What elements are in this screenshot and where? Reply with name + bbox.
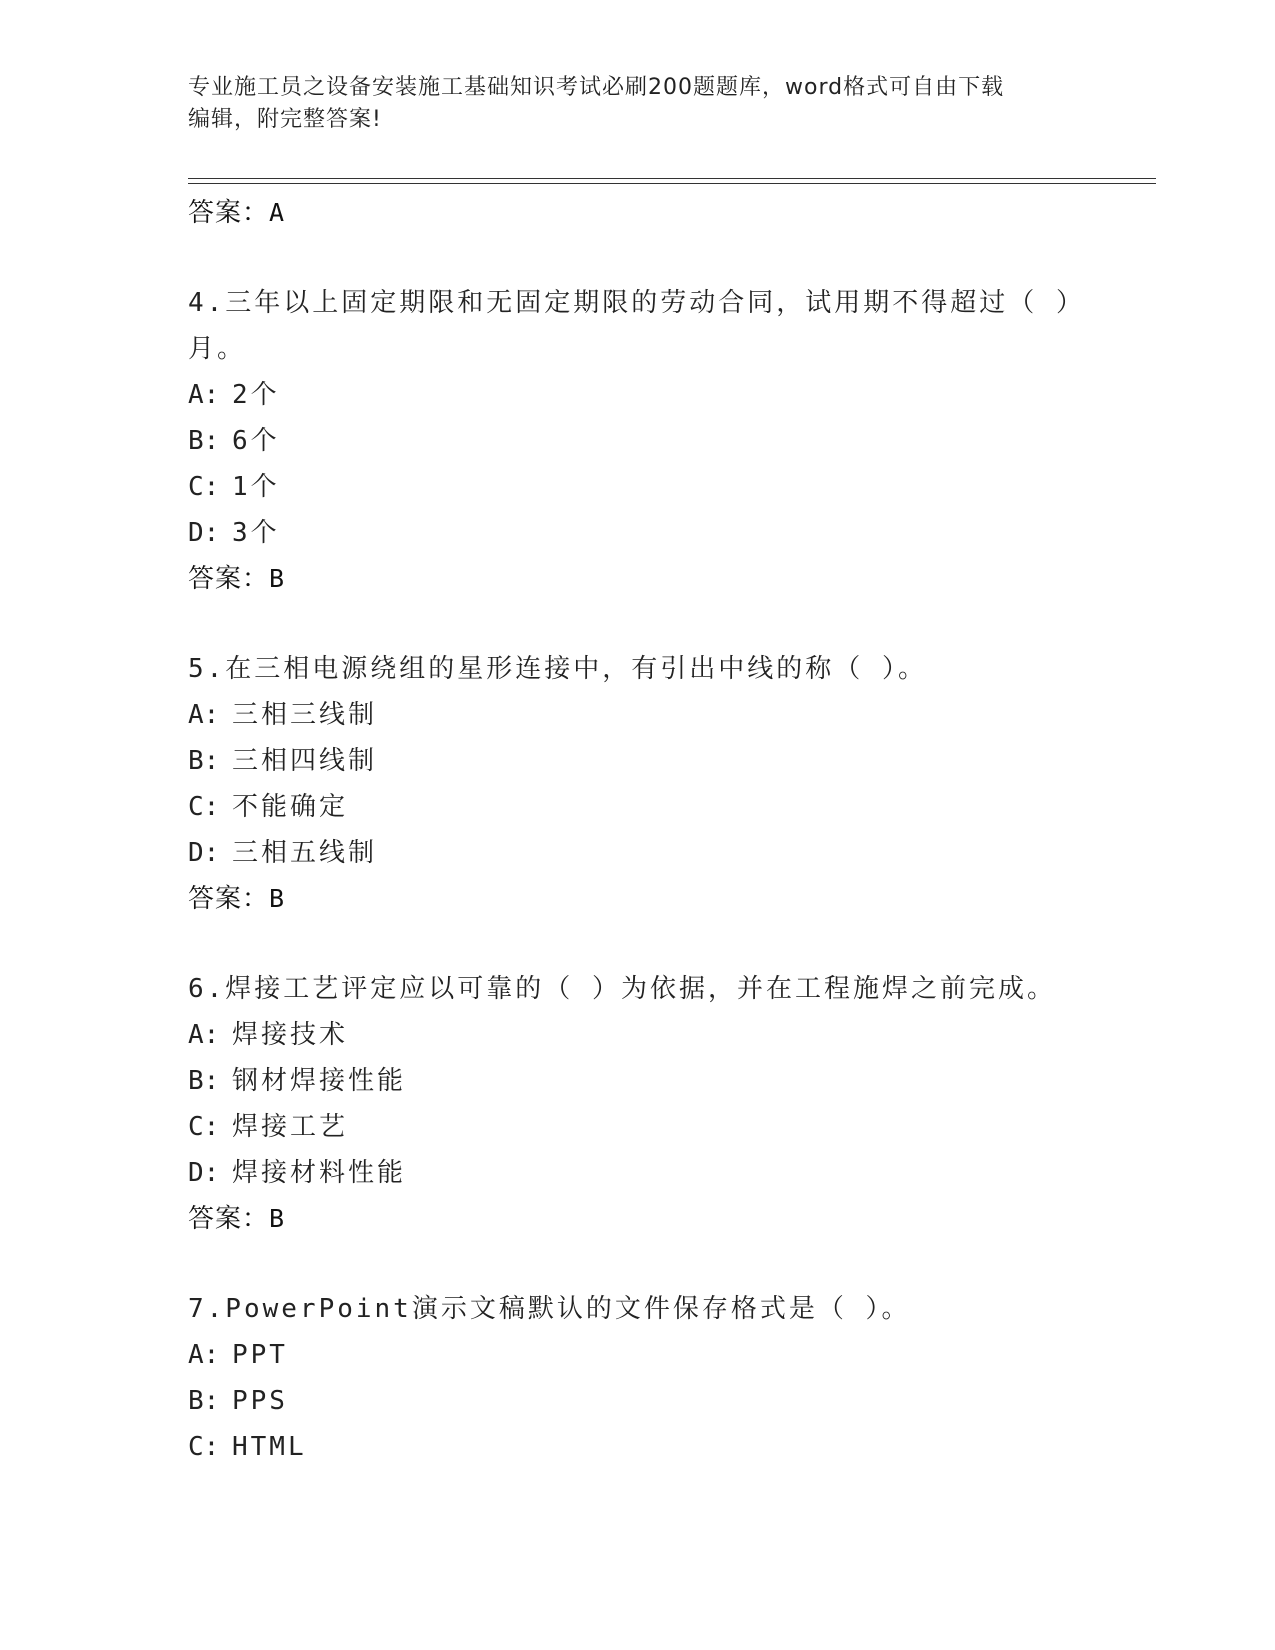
question-block bbox=[188, 646, 1156, 922]
option-b bbox=[188, 418, 1156, 464]
option-letter: B: bbox=[188, 426, 220, 456]
answer-value: B bbox=[269, 564, 285, 593]
option-a bbox=[188, 372, 1156, 418]
answer-line bbox=[188, 876, 1156, 922]
question-text-line: 6.焊接工艺评定应以可靠的（ ）为依据，并在工程施焊之前完成。 bbox=[188, 974, 1056, 1004]
answer-line bbox=[188, 190, 1156, 236]
option-d bbox=[188, 830, 1156, 876]
answer-line bbox=[188, 556, 1156, 602]
question-list bbox=[188, 190, 1156, 1470]
option-a bbox=[188, 1012, 1156, 1058]
option-c bbox=[188, 784, 1156, 830]
option-text: 6个 bbox=[232, 426, 280, 456]
option-letter: C: bbox=[188, 792, 220, 822]
option-text: 不能确定 bbox=[232, 792, 349, 822]
question-text bbox=[188, 646, 1156, 692]
option-text: 2个 bbox=[232, 380, 280, 410]
option-c bbox=[188, 1424, 1156, 1470]
option-c bbox=[188, 1104, 1156, 1150]
option-text: 焊接材料性能 bbox=[232, 1158, 407, 1188]
answer-value: B bbox=[269, 884, 285, 913]
option-letter: A: bbox=[188, 700, 220, 730]
option-letter: A: bbox=[188, 380, 220, 410]
option-letter: C: bbox=[188, 1112, 220, 1142]
option-text: 钢材焊接性能 bbox=[232, 1066, 407, 1096]
option-b bbox=[188, 1378, 1156, 1424]
header-title-line-2: 编辑，附完整答案! bbox=[188, 107, 382, 132]
option-text: 1个 bbox=[232, 472, 280, 502]
question-text bbox=[188, 280, 1156, 372]
header-divider-bottom bbox=[188, 183, 1156, 184]
option-letter: C: bbox=[188, 1432, 220, 1462]
option-c bbox=[188, 464, 1156, 510]
question-block bbox=[188, 280, 1156, 602]
question-block bbox=[188, 1286, 1156, 1470]
option-letter: B: bbox=[188, 1386, 220, 1416]
option-letter: D: bbox=[188, 518, 220, 548]
answer-label: 答案： bbox=[188, 198, 270, 228]
answer-line bbox=[188, 1196, 1156, 1242]
option-b bbox=[188, 738, 1156, 784]
answer-value: B bbox=[269, 1204, 285, 1233]
answer-label: 答案： bbox=[188, 564, 270, 594]
option-text: 三相三线制 bbox=[232, 700, 378, 730]
question-text-line: 4.三年以上固定期限和无固定期限的劳动合同，试用期不得超过（ ） bbox=[188, 288, 1085, 318]
option-text: PPT bbox=[232, 1340, 288, 1370]
answer-label: 答案： bbox=[188, 884, 270, 914]
option-text: 焊接工艺 bbox=[232, 1112, 349, 1142]
page-header bbox=[188, 72, 1068, 136]
option-letter: A: bbox=[188, 1340, 220, 1370]
question-text-line: 5.在三相电源绕组的星形连接中，有引出中线的称（ ）。 bbox=[188, 654, 927, 684]
option-b bbox=[188, 1058, 1156, 1104]
option-a bbox=[188, 692, 1156, 738]
question-text bbox=[188, 966, 1156, 1012]
option-text: 焊接技术 bbox=[232, 1020, 349, 1050]
answer-value: A bbox=[269, 198, 285, 227]
question-text-line: 月。 bbox=[188, 334, 247, 364]
option-text: 3个 bbox=[232, 518, 280, 548]
question-text-line: 7.PowerPoint演示文稿默认的文件保存格式是（ ）。 bbox=[188, 1294, 911, 1324]
option-letter: D: bbox=[188, 838, 220, 868]
header-title-line-1: 专业施工员之设备安装施工基础知识考试必刷200题题库，word格式可自由下载 bbox=[188, 75, 1005, 100]
question-block bbox=[188, 966, 1156, 1242]
option-text: PPS bbox=[232, 1386, 288, 1416]
option-d bbox=[188, 1150, 1156, 1196]
question-text bbox=[188, 1286, 1156, 1332]
option-letter: A: bbox=[188, 1020, 220, 1050]
option-letter: D: bbox=[188, 1158, 220, 1188]
option-letter: B: bbox=[188, 746, 220, 776]
answer-label: 答案： bbox=[188, 1204, 270, 1234]
option-d bbox=[188, 510, 1156, 556]
option-a bbox=[188, 1332, 1156, 1378]
option-text: HTML bbox=[232, 1432, 307, 1462]
option-text: 三相五线制 bbox=[232, 838, 378, 868]
option-text: 三相四线制 bbox=[232, 746, 378, 776]
header-divider-top bbox=[188, 178, 1156, 179]
option-letter: C: bbox=[188, 472, 220, 502]
option-letter: B: bbox=[188, 1066, 220, 1096]
